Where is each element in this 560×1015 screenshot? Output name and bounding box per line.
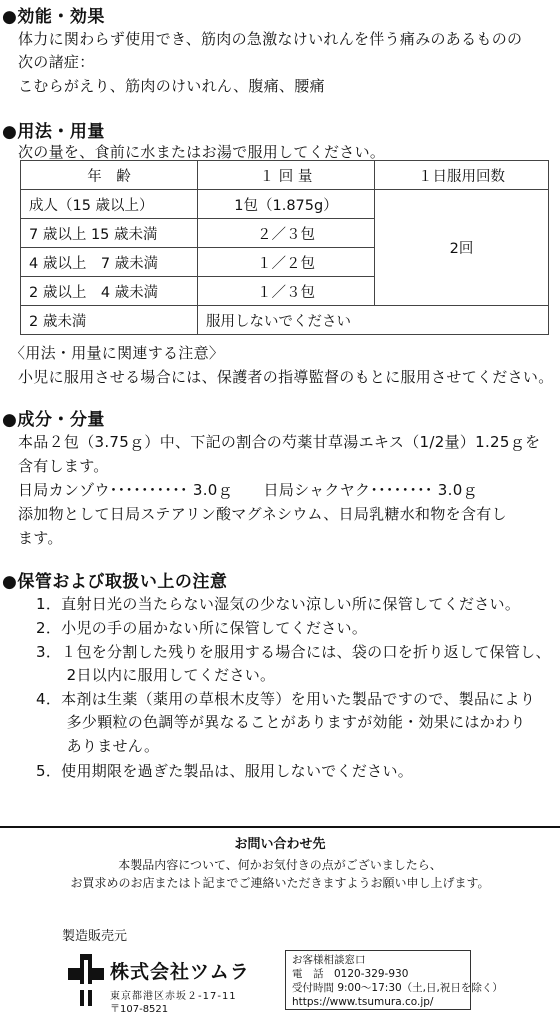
table-row [21, 190, 549, 219]
storage-item: 1．直射日光の当たらない湿気の少ない涼しい所に保管してください。 [36, 595, 521, 613]
table-row [21, 306, 549, 335]
ingredients-line-1: 本品２包（3.75ｇ）中、下記の割合の芍薬甘草湯エキス（1/2量）1.25ｇを [18, 433, 541, 451]
ingredients-line-2: 含有します。 [18, 457, 109, 475]
storage-item: 3．１包を分割した残りを服用する場合には、袋の口を折り返して保管し、 [36, 643, 551, 661]
contact-title: お問い合わせ先 [234, 837, 326, 852]
row-dose: ２／３包 [198, 219, 375, 248]
row-daily: 2回 [375, 190, 549, 306]
dosage-table [20, 160, 549, 335]
efficacy-line-3: こむらがえり、筋肉のけいれん、腹痛、腰痛 [18, 77, 325, 95]
row-age: 7 歳以上 15 歳未満 [21, 219, 198, 248]
company-name: 株式会社ツムラ [110, 961, 250, 983]
service-hours: 受付時間 9:00～17:30（土,日,祝日を除く） [292, 982, 503, 994]
phone-number: 電 話 0120-329-930 [292, 968, 409, 980]
ingredients-line-3: 日局カンゾウ･･････････ 3.0ｇ 日局シャクヤク････････ 3.0ｇ [18, 481, 478, 499]
contact-line-1: 本製品内容について、何かお気付きの点がございましたら、 [118, 858, 442, 872]
customer-service-title: お客様相談窓口 [292, 954, 366, 966]
storage-item: 2．小児の手の届かない所に保管してください。 [36, 619, 368, 637]
contact-line-2: お買求めのお店またはト記までご連絡いただきますようお願い申し上げます。 [70, 876, 490, 890]
header-age: 年 齢 [21, 161, 198, 190]
storage-item: ありません。 [36, 737, 160, 755]
manufacturer-label: 製造販売元 [62, 929, 128, 944]
row-dose: １／３包 [198, 277, 375, 306]
company-zip: 〒107-8521 [110, 1004, 169, 1015]
ingredients-line-4: 添加物として日局ステアリン酸マグネシウム、日局乳糖水和物を含有し [18, 505, 507, 523]
dosage-note-title: 〈用法・用量に関連する注意〉 [10, 344, 225, 362]
storage-item: 5．使用期限を過ぎた製品は、服用しないでください。 [36, 762, 414, 780]
row-dose: １／２包 [198, 248, 375, 277]
ingredients-heading: ●成分・分量 [2, 410, 105, 430]
customer-service-box [285, 950, 503, 1010]
row-dose: 1包（1.875g） [198, 190, 375, 219]
row-age: 成人（15 歳以上） [21, 190, 198, 219]
section-divider [0, 826, 560, 828]
efficacy-line-1: 体力に関わらず使用でき、筋肉の急激なけいれんを伴う痛みのあるものの [18, 30, 523, 48]
header-daily: １日服用回数 [375, 161, 549, 190]
efficacy-heading: ●効能・効果 [2, 7, 105, 27]
tsumura-logo-icon [66, 950, 106, 1010]
ingredients-line-5: ます。 [18, 529, 63, 547]
dosage-heading: ●用法・用量 [2, 122, 105, 142]
row-age: 2 歳以上 4 歳未満 [21, 277, 198, 306]
row-age: 2 歳未満 [21, 306, 198, 335]
storage-heading: ●保管および取扱い上の注意 [2, 572, 228, 592]
storage-item: 2日以内に服用してください。 [36, 666, 276, 684]
dosage-note: 小児に服用させる場合には、保護者の指導監督のもとに服用させてください。 [18, 368, 554, 386]
website-url: https://www.tsumura.co.jp/ [292, 996, 434, 1008]
dosage-table-header [21, 161, 549, 190]
row-dose: 服用しないでください [198, 306, 549, 335]
efficacy-line-2: 次の諸症： [18, 53, 95, 71]
storage-item: 多少顆粒の色調等が異なることがありますが効能・効果にはかわり [36, 713, 526, 731]
row-age: 4 歳以上 7 歳未満 [21, 248, 198, 277]
storage-item: 4．本剤は生薬（薬用の草根木皮等）を用いた製品ですので、製品により [36, 690, 536, 708]
header-dose: １ 回 量 [198, 161, 375, 190]
dosage-intro: 次の量を、食前に水またはお湯で服用してください。 [18, 143, 386, 161]
company-address: 東京都港区赤坂２-17-11 [110, 991, 237, 1002]
